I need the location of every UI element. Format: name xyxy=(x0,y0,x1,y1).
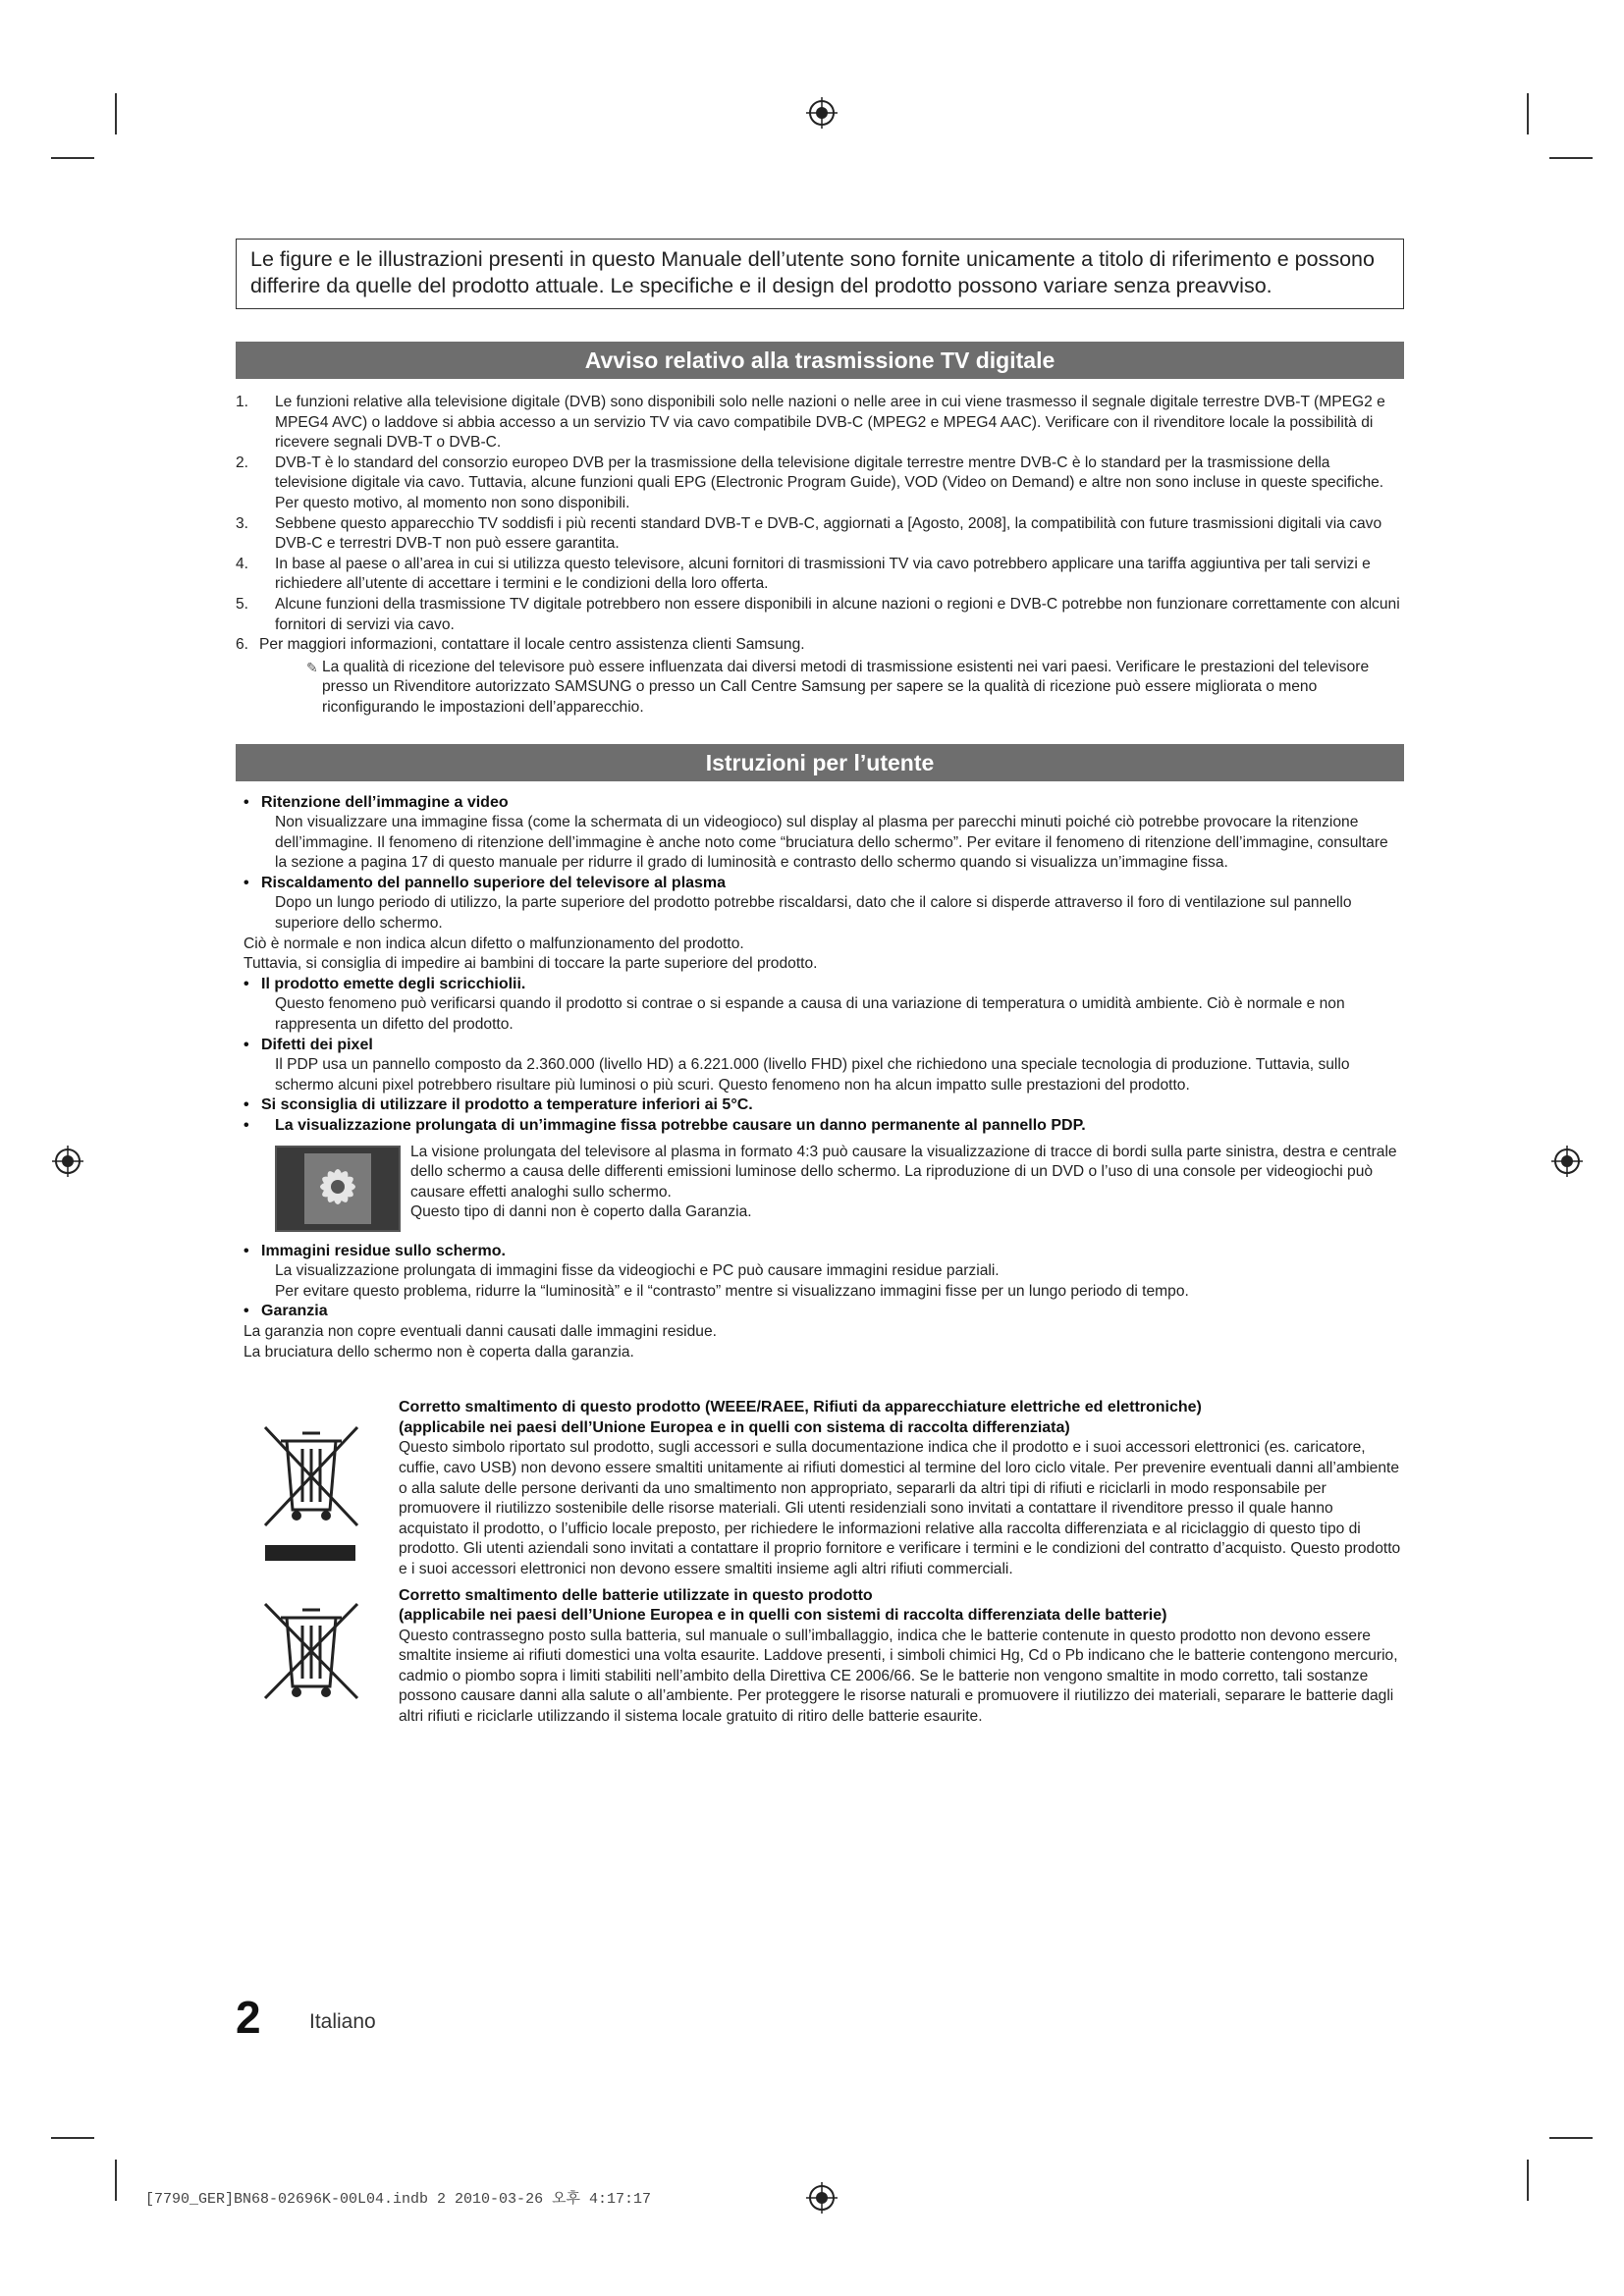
bullet-heading: • Difetti dei pixel xyxy=(236,1036,1404,1056)
item-number: 2. xyxy=(236,454,249,471)
registration-mark-icon xyxy=(51,1145,84,1178)
bullet-text: Non visualizzare una immagine fissa (come la schermata di un videogioco) sul display al plasma per parecchi minuti poiché ciò potrebbe provocare la ritenzione dell’immagine. Il fenomeno di ritenzione dell’immagine è anche noto come “bruciatura dello schermo”. Per evitare il fenomeno di ritenzione dell’immagine, consultare la sezione a pagina 17 di questo manuale per ridurre il grado di luminosità e contrasto dello schermo quando si visualizza un’immagine fissa. xyxy=(275,814,1388,872)
item-text: Sebbene questo apparecchio TV soddisfi i più recenti standard DVB-T e DVB-C, aggiornati a [Agosto, 2008], la compatibilità con future trasmissioni digitali via cavo DVB-C e terrestri DVB-T non può essere garantita. xyxy=(275,514,1382,553)
weee-subheading: (applicabile nei paesi dell’Unione Europea e in quelli con sistema di raccolta differenziata) xyxy=(399,1418,1070,1436)
page-language: Italiano xyxy=(309,2010,376,2033)
item-number: 4. xyxy=(236,555,249,572)
item-number: 5. xyxy=(236,595,249,613)
section-title-user-instructions: Istruzioni per l’utente xyxy=(236,744,1404,781)
list-item xyxy=(236,454,1404,514)
note-pen-icon: ✎ xyxy=(306,659,318,675)
bullet-text: Dopo un lungo periodo di utilizzo, la parte superiore del prodotto potrebbe riscaldarsi, dato che il calore si disperde attraverso il foro di ventilazione sul pannello superiore dello schermo. xyxy=(275,894,1352,933)
crossed-bin-icon xyxy=(257,1419,365,1567)
list-item xyxy=(236,595,1404,635)
crop-mark xyxy=(51,157,94,159)
user-instructions xyxy=(236,793,1404,1363)
battery-heading: Corretto smaltimento delle batterie utilizzate in questo prodotto xyxy=(399,1586,873,1604)
bullet-heading: • Si sconsiglia di utilizzare il prodotto a temperature inferiori ai 5°C. xyxy=(236,1095,1404,1116)
list-item xyxy=(236,555,1404,595)
bullet-heading: • Ritenzione dell’immagine a video xyxy=(236,793,1404,814)
weee-heading: Corretto smaltimento di questo prodotto (WEEE/RAEE, Rifiuti da apparecchiature elettriche ed elettroniche) xyxy=(399,1399,1202,1416)
weee-body: Questo simbolo riportato sul prodotto, sugli accessori e sulla documentazione indica che il prodotto e i suoi accessori elettronici (es. caricatore, cuffie, cavo USB) non devono essere smaltiti unitamente ai rifiuti domestici al termine del loro ciclo vitale. Per prevenire eventuali danni all’ambiente o alla salute delle persone derivanti da uno smaltimento non appropriato, separarli da altri tipi di rifiuti e riciclarli in modo responsabile per promuovere il riutilizzo sostenibile delle risorse materiali. Gli utenti residenziali sono invitati a contattare il rivenditore presso il quale hanno acquistato il prodotto, o l’ufficio locale preposto, per richiedere le informazioni relative alla raccolta differenziata e al riciclaggio di questo tipo di prodotto. Gli utenti aziendali sono invitati a contattare il proprio fornitore e verificare i termini e le condizioni del contratto d’acquisto. Questo prodotto e i suoi accessori elettronici non devono essere smaltiti insieme agli altri rifiuti commerciali. xyxy=(399,1439,1401,1577)
paragraph: Questo tipo di danni non è coperto dalla Garanzia. xyxy=(410,1203,752,1221)
list-item xyxy=(236,635,1404,656)
plasma-screen-image xyxy=(275,1146,401,1232)
battery-subheading: (applicabile nei paesi dell’Unione Europea e in quelli con sistemi di raccolta differenziata delle batterie) xyxy=(399,1607,1167,1625)
battery-block xyxy=(236,1586,1404,1728)
item-number: 1. xyxy=(236,394,249,410)
item-text: Le funzioni relative alla televisione digitale (DVB) sono disponibili solo nelle nazioni o nelle aree in cui viene trasmesso il segnale digitale terrestre DVB-T (MPEG2 e MPEG4 AVC) o laddove si abbia accesso a un servizio TV via cavo compatibile DVB-C (MPEG2 e MPEG4 AAC). Verificare con il rivenditore locale la possibilità di ricevere segnali DVB-T o DVB-C. xyxy=(275,394,1385,452)
bullet-text: La visualizzazione prolungata di immagini fisse da videogiochi e PC può causare immagini residue parziali. xyxy=(275,1262,1000,1280)
registration-mark-icon xyxy=(805,96,839,130)
registration-mark-icon xyxy=(1550,1145,1584,1178)
weee-block xyxy=(236,1398,1404,1579)
flower-icon xyxy=(277,1148,399,1230)
page-number: 2 xyxy=(236,1992,261,2043)
paragraph: Ciò è normale e non indica alcun difetto o malfunzionamento del prodotto. xyxy=(244,934,744,952)
bullet-text: Questo fenomeno può verificarsi quando il prodotto si contrae o si espande a causa di una variazione di temperatura o umidità ambiente. Ciò è normale e non rappresenta un difetto del prodotto. xyxy=(275,995,1345,1034)
crop-mark xyxy=(1549,2137,1593,2139)
note-block xyxy=(236,658,1404,719)
paragraph: Tuttavia, si consiglia di impedire ai bambini di toccare la parte superiore del prodotto. xyxy=(244,955,818,973)
list-item xyxy=(236,393,1404,454)
crop-mark xyxy=(1527,93,1529,134)
item-text: DVB-T è lo standard del consorzio europeo DVB per la trasmissione della televisione digitale terrestre mentre DVB-C è lo standard per la trasmissione della televisione digitale via cavo. Tuttavia, alcune funzioni quali EPG (Electronic Program Guide), VOD (Video on Demand) e altre non sono incluse in queste specifiche. Per questo motivo, al momento non sono disponibili. xyxy=(275,454,1384,511)
weee-icon-wrap xyxy=(236,1398,399,1579)
registration-mark-icon xyxy=(805,2181,839,2215)
paragraph: La bruciatura dello schermo non è coperta dalla garanzia. xyxy=(244,1343,634,1361)
note-text: La qualità di ricezione del televisore può essere influenzata dai diversi metodi di trasmissione esistenti nei vari paesi. Verificare le prestazioni del televisore presso un Rivenditore autorizzato SAMSUNG o presso un Call Centre Samsung per sapere se la qualità di ricezione può essere migliorata o meno riconfigurando le impostazioni dell’apparecchio. xyxy=(322,658,1370,716)
paragraph: La garanzia non copre eventuali danni causati dalle immagini residue. xyxy=(244,1322,717,1340)
item-number: 6. xyxy=(236,636,249,654)
disposal-section xyxy=(236,1398,1404,1728)
item-number: 3. xyxy=(236,514,249,532)
section-title-digital-tv: Avviso relativo alla trasmissione TV digitale xyxy=(236,342,1404,379)
weee-text xyxy=(399,1398,1404,1579)
pdp-text xyxy=(410,1143,1404,1232)
bullet-heading: • Il prodotto emette degli scricchiolii. xyxy=(236,975,1404,995)
page-content xyxy=(236,239,1404,1728)
crop-mark xyxy=(51,2137,94,2139)
battery-text xyxy=(399,1586,1404,1728)
bullet-heading: • La visualizzazione prolungata di un’immagine fissa potrebbe causare un danno permanente al pannello PDP. xyxy=(236,1116,1404,1137)
battery-icon-wrap xyxy=(236,1586,399,1728)
crossed-bin-icon xyxy=(257,1596,365,1704)
pdp-illustration-row xyxy=(236,1143,1404,1232)
crop-mark xyxy=(115,2160,117,2201)
bullet-text: Per evitare questo problema, ridurre la “luminosità” e il “contrasto” mentre si visualizzano immagini fisse per un lungo periodo di tempo. xyxy=(275,1282,1189,1300)
bullet-heading: • Immagini residue sullo schermo. xyxy=(236,1242,1404,1262)
digital-tv-list xyxy=(236,393,1404,656)
battery-body: Questo contrassegno posto sulla batteria, sul manuale o sull’imballaggio, indica che le batterie contenute in questo prodotto non devono essere smaltite insieme ai rifiuti domestici una volta esaurite. Laddove presenti, i simboli chimici Hg, Cd o Pb indicano che le batterie contengono mercurio, cadmio o piombo sopra i limiti stabiliti nell’ambito della Direttiva CE 2006/66. Se le batterie non vengono smaltite in modo corretto, tali sostanze possono causare danni alla salute o all’ambiente. Per proteggere le risorse naturali e promuovere il riutilizzo dei materiali, separare le batterie dagli altri rifiuti e riciclarle utilizzando il sistema locale gratuito di ritiro delle batterie esaurite. xyxy=(399,1627,1398,1726)
crop-mark xyxy=(115,93,117,134)
list-item xyxy=(236,514,1404,555)
item-text: Per maggiori informazioni, contattare il locale centro assistenza clienti Samsung. xyxy=(259,636,805,654)
bullet-text: Il PDP usa un pannello composto da 2.360.000 (livello HD) a 6.221.000 (livello FHD) pixel che richiedono una speciale tecnologia di produzione. Tuttavia, sullo schermo alcuni pixel potrebbero risultare più luminosi o più scuri. Questo fenomeno non ha alcun impatto sulle prestazioni del prodotto. xyxy=(275,1056,1350,1094)
item-text: In base al paese o all’area in cui si utilizza questo televisore, alcuni fornitori di trasmissioni TV via cavo potrebbero applicare una tariffa aggiuntiva per tali servizi e richiedere all’utente di accettare i termini e le condizioni della loro offerta. xyxy=(275,555,1371,593)
print-footer: [7790_GER]BN68-02696K-00L04.indb 2 2010-03-26 오후 4:17:17 xyxy=(145,2191,652,2208)
crop-mark xyxy=(1549,157,1593,159)
paragraph: La visione prolungata del televisore al plasma in formato 4:3 può causare la visualizzazione di tracce di bordi sulla parte sinistra, destra e centrale dello schermo a causa delle differenti emissioni luminose dello schermo. La riproduzione di un DVD o l’uso di una console per videogiochi può causare effetti analoghi sullo schermo. xyxy=(410,1143,1397,1201)
crop-mark xyxy=(1527,2160,1529,2201)
disclaimer-box: Le figure e le illustrazioni presenti in questo Manuale dell’utente sono fornite unicamente a titolo di riferimento e possono differire da quelle del prodotto attuale. Le specifiche e il design del prodotto possono variare senza preavviso. xyxy=(236,239,1404,309)
bullet-heading: • Garanzia xyxy=(236,1302,1404,1322)
item-text: Alcune funzioni della trasmissione TV digitale potrebbero non essere disponibili in alcune nazioni o regioni e DVB-C potrebbe non funzionare correttamente con alcuni fornitori di servizi via cavo. xyxy=(275,595,1400,633)
bullet-heading: • Riscaldamento del pannello superiore del televisore al plasma xyxy=(236,874,1404,894)
